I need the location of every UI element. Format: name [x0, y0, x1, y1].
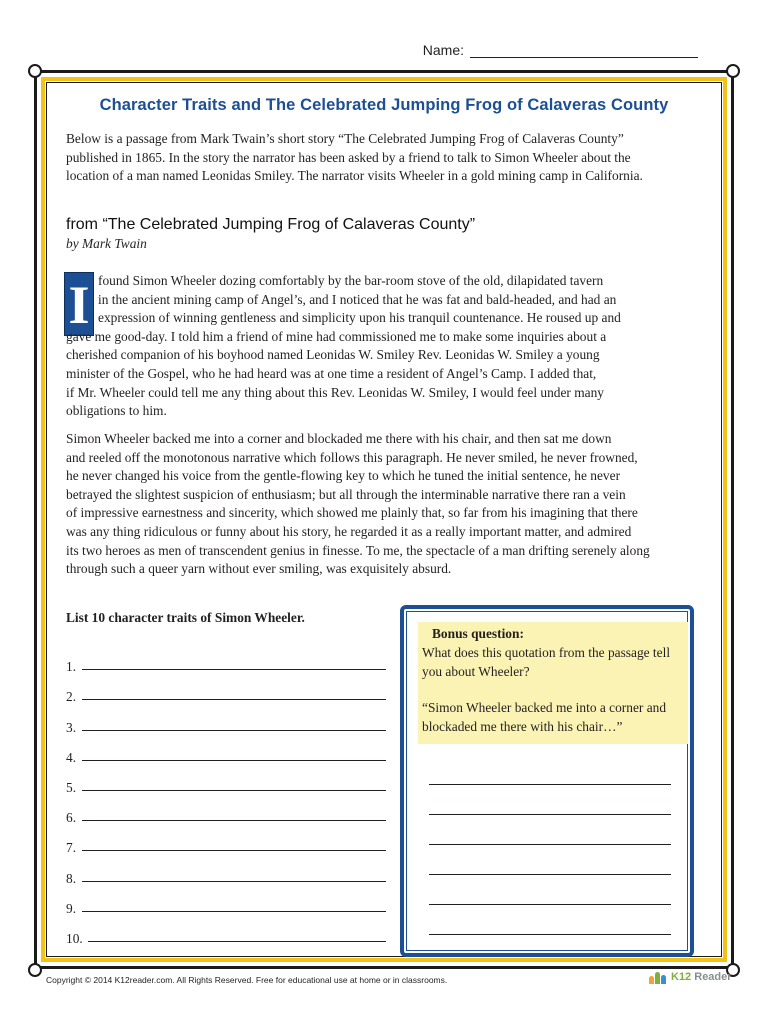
answer-line[interactable]: [429, 875, 671, 905]
answer-line[interactable]: [82, 900, 386, 912]
logo-reader: Reader: [694, 971, 732, 983]
list-item: [66, 736, 386, 766]
bonus-title: Bonus question:: [432, 626, 524, 641]
passage-line: Simon Wheeler backed me into a corner and blockaded me there with his chair, and then sat me down: [66, 431, 612, 446]
list-number: 7.: [66, 840, 77, 856]
intro-paragraph: [66, 130, 706, 186]
list-item: [66, 645, 386, 675]
passage-line: obligations to him.: [66, 403, 167, 419]
answer-line[interactable]: [88, 930, 386, 942]
frame-corner-ornament: [28, 64, 42, 78]
frame-corner-ornament: [28, 963, 42, 977]
list-item: [66, 796, 386, 826]
source-byline: by Mark Twain: [66, 236, 147, 251]
passage-line: in the ancient mining camp of Angel’s, and I noticed that he was fat and bald-headed, and had an: [98, 291, 617, 307]
passage-line: he never changed his voice from the gentle-flowing key to which he tuned the initial sentence, he never: [66, 468, 621, 484]
list-number: 1.: [66, 659, 77, 675]
answer-line[interactable]: [429, 785, 671, 815]
passage-line: expression of winning gentleness and simplicity upon his tranquil countenance. He roused up and: [98, 310, 621, 326]
logo-k12: K12: [671, 971, 692, 983]
answer-line[interactable]: [429, 905, 671, 935]
answer-line[interactable]: [82, 658, 386, 670]
answer-line[interactable]: [82, 749, 386, 761]
passage-line: gave me good-day. I told him a friend of mine had commissioned me to make some inquiries about a: [66, 328, 607, 344]
source-title: from “The Celebrated Jumping Frog of Calaveras County”: [66, 216, 476, 233]
answer-line[interactable]: [82, 870, 386, 882]
answer-line[interactable]: [82, 839, 386, 851]
passage-line: if Mr. Wheeler could tell me any thing about this Rev. Leonidas W. Smiley, I would feel under many: [66, 384, 604, 400]
traits-list-heading: List 10 character traits of Simon Wheeler.: [66, 610, 305, 625]
dropcap-letter: I: [64, 272, 94, 336]
frame-corner-ornament: [726, 64, 740, 78]
list-item: [66, 917, 386, 947]
name-input-line[interactable]: [470, 44, 698, 58]
intro-line: Below is a passage from Mark Twain’s short story “The Celebrated Jumping Frog of Calaveras County”: [66, 131, 624, 146]
list-item: [66, 826, 386, 856]
name-field[interactable]: [423, 42, 698, 58]
list-number: 8.: [66, 870, 77, 886]
bonus-question: What does this quotation from the passage tell you about Wheeler?: [422, 645, 671, 679]
worksheet-title: Character Traits and The Celebrated Jumping Frog of Calaveras County: [99, 96, 669, 114]
list-number: 6.: [66, 810, 77, 826]
list-item: [66, 675, 386, 705]
bonus-answer-lines: [429, 755, 671, 935]
passage-line: through such a queer yarn without ever smiling, was exquisitely absurd.: [66, 561, 452, 577]
k12reader-logo: [649, 970, 732, 984]
passage-line: its two heroes as men of transcendent genius in finesse. To me, the spectacle of a man drifting serenely along: [66, 542, 650, 558]
list-number: 9.: [66, 900, 77, 916]
answer-line[interactable]: [82, 809, 386, 821]
passage-line: cherished companion of his boyhood named Leonidas W. Smiley Rev. Leonidas W. Smiley a young: [66, 347, 600, 363]
copyright-text: Copyright © 2014 K12reader.com. All Rights Reserved. Free for educational use at home or in classrooms.: [46, 975, 448, 985]
traits-list: [66, 645, 386, 947]
answer-line[interactable]: [82, 779, 386, 791]
intro-line: location of a man named Leonidas Smiley. The narrator visits Wheeler in a gold mining camp in California.: [66, 168, 643, 183]
list-number: 2.: [66, 689, 77, 705]
list-item: [66, 766, 386, 796]
passage-line: minister of the Gospel, who he had heard was at one time a resident of Angel’s Camp. I added that,: [66, 365, 597, 381]
intro-line: published in 1865. In the story the narrator has been asked by a friend to talk to Simon Wheeler about the: [66, 149, 631, 165]
answer-line[interactable]: [429, 815, 671, 845]
passage-paragraph-2: [66, 430, 708, 579]
list-number: 3.: [66, 719, 77, 735]
list-item: [66, 705, 386, 735]
list-number: 5.: [66, 779, 77, 795]
list-item: [66, 856, 386, 886]
answer-line[interactable]: [82, 688, 386, 700]
logo-text: [671, 971, 732, 983]
answer-line[interactable]: [82, 719, 386, 731]
passage-line: was any thing ridiculous or funny about his story, he regarded it as a really important matter, and admired: [66, 523, 632, 539]
logo-icon: [649, 970, 669, 984]
passage-line: of impressive earnestness and sincerity, which showed me plainly that, so far from his imagining that there: [66, 505, 638, 521]
passage-line: found Simon Wheeler dozing comfortably by the bar-room stove of the old, dilapidated tavern: [98, 273, 604, 288]
passage-line: betrayed the slightest suspicion of enthusiasm; but all through the interminable narrative there ran a vein: [66, 486, 626, 502]
list-number: 4.: [66, 749, 77, 765]
list-number: 10.: [66, 930, 83, 946]
name-label: Name:: [422, 42, 464, 58]
list-item: [66, 887, 386, 917]
passage-paragraph-1: [66, 272, 708, 421]
answer-line[interactable]: [429, 755, 671, 785]
passage-line: and reeled off the monotonous narrative which follows this paragraph. He never smiled, he never frowned,: [66, 449, 638, 465]
bonus-quote: “Simon Wheeler backed me into a corner and blockaded me there with his chair…”: [422, 700, 667, 734]
answer-line[interactable]: [429, 845, 671, 875]
